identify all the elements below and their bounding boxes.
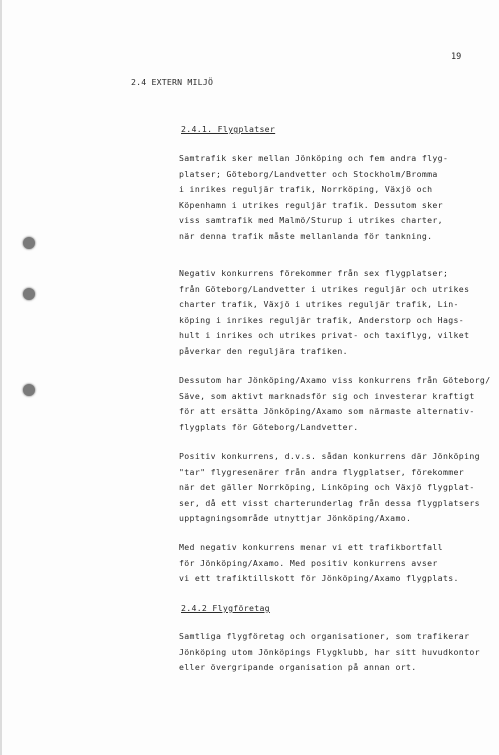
subsection-heading-flygforetag: 2.4.2 Flygföretag xyxy=(181,603,270,613)
paragraph-samtrafik: Samtrafik sker mellan Jönköping och fem andra flyg- platser; Göteborg/Landvetter och Stockholm/Bromma i inrikes reguljär trafik, Norrköping, Växjö och Köpenhamn i utrikes reguljär trafik. Dessutom sker viss samtrafik med Malmö/Sturup i utrikes charter, när denna trafik måste mellanlanda för tankning. xyxy=(179,153,449,241)
paragraph-definitioner: Med negativ konkurrens menar vi ett trafikbortfall för Jönköping/Axamo. Med positiv konkurrens avser vi ett trafiktillskott för Jönköping/Axamo flygplats. xyxy=(179,542,459,584)
punch-hole xyxy=(23,237,35,249)
paragraph-negativ-konkurrens: Negativ konkurrens förekommer från sex flygplatser; från Göteborg/Landvetter i utrikes reguljär och utrikes charter trafik, Växjö i utrikes reguljär trafik, Lin- köping i inrikes reguljär trafik, Anderstorp och Hags- hult i inrikes och utrikes privat- och taxiflyg, vilket påverkar den reguljära trafiken. xyxy=(179,268,470,356)
page-number: 19 xyxy=(451,52,462,62)
punch-hole xyxy=(23,288,35,300)
punch-hole xyxy=(23,384,35,396)
page-edge xyxy=(0,0,2,755)
paragraph-dessutom: Dessutom har Jönköping/Axamo viss konkurrens från Göteborg/ Säve, som aktivt marknadsför sig och investerar kraftigt för att ersätta Jönköping/Axamo som närmaste alternativ- flygplats för Göteborg/Landvetter. xyxy=(179,375,491,432)
subsection-heading-flygplatser: 2.4.1. Flygplatser xyxy=(181,124,276,134)
section-heading: 2.4 EXTERN MILJÖ xyxy=(131,77,214,87)
paragraph-flygforetag: Samtliga flygföretag och organisationer, som trafikerar Jönköping utom Jönköpings Flygklubb, har sitt huvudkontor eller övergripande organisation på annan ort. xyxy=(179,631,480,673)
paragraph-positiv-konkurrens: Positiv konkurrens, d.v.s. sådan konkurrens där Jönköping "tar" flygresenärer från andra flygplatser, förekommer när det gäller Norrköping, Linköping och Växjö flygplat- ser, då ett visst charterunderlag från dessa flygplatsers upptagningsområde utnyttjar Jönköping/Axamo. xyxy=(179,451,480,524)
